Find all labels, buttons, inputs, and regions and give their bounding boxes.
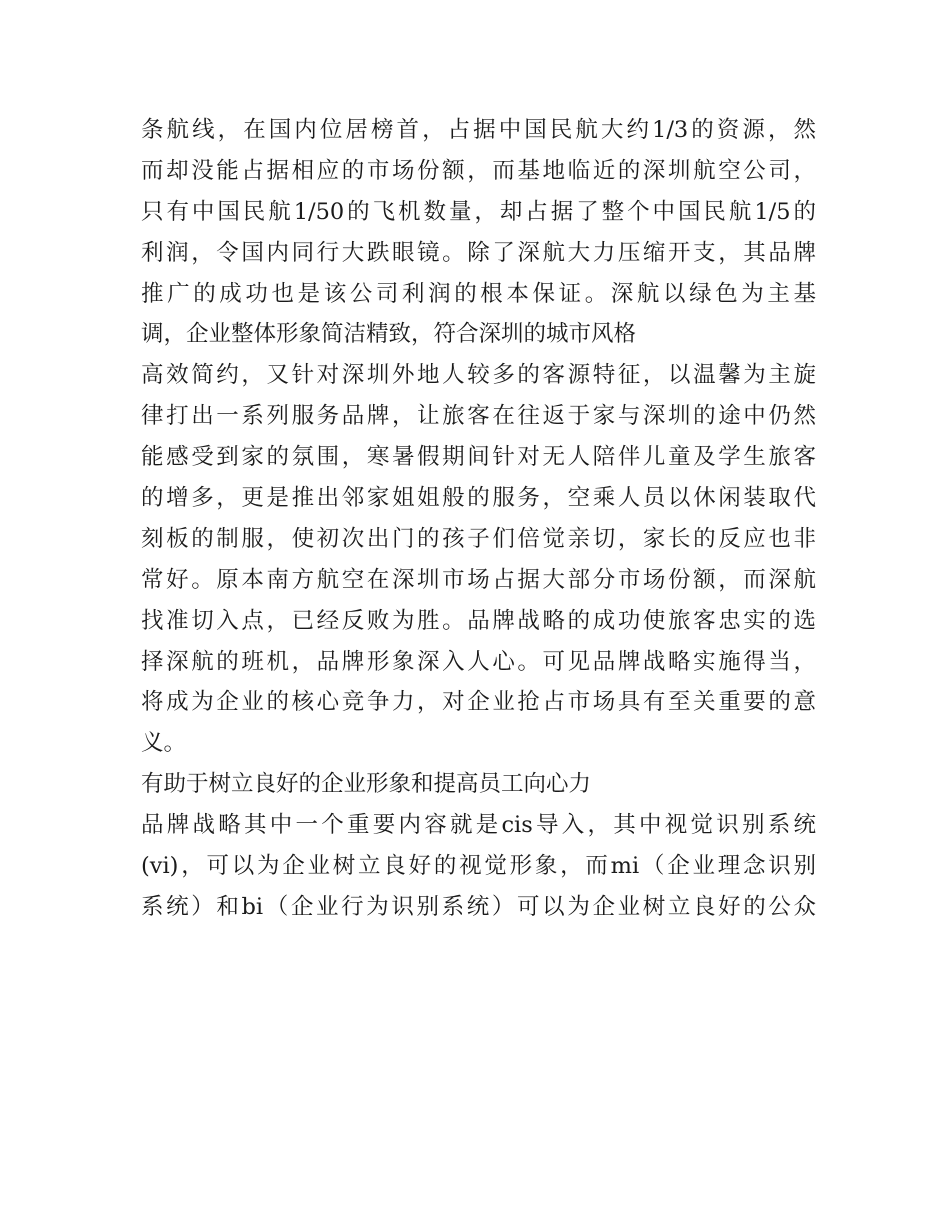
- text-line: 能感受到家的氛围，寒暑假期间针对无人陪伴儿童及学生旅客: [141, 444, 816, 471]
- text-line: 品牌战略其中一个重要内容就是cis导入，其中视觉识别系统: [141, 812, 816, 839]
- text-line: 只有中国民航1/50的飞机数量，却占据了整个中国民航1/5的: [141, 198, 816, 225]
- text-line: 刻板的制服，使初次出门的孩子们倍觉亲切，家长的反应也非: [141, 525, 816, 552]
- text-line: 的增多，更是推出邻家姐姐般的服务，空乘人员以休闲装取代: [141, 485, 816, 512]
- text-line: 而却没能占据相应的市场份额，而基地临近的深圳航空公司，: [141, 157, 816, 184]
- text-line: 调，企业整体形象简洁精致，符合深圳的城市风格: [141, 321, 637, 348]
- text-line: 律打出一系列服务品牌，让旅客在往返于家与深圳的途中仍然: [141, 403, 816, 430]
- section-heading: 有助于树立良好的企业形象和提高员工向心力: [141, 771, 592, 798]
- text-line: 常好。原本南方航空在深圳市场占据大部分市场份额，而深航: [141, 566, 816, 593]
- text-line: (vi)，可以为企业树立良好的视觉形象，而mi（企业理念识别: [141, 853, 816, 880]
- text-line: 系统）和bi（企业行为识别系统）可以为企业树立良好的公众: [141, 893, 816, 920]
- text-line: 利润，令国内同行大跌眼镜。除了深航大力压缩开支，其品牌: [141, 239, 816, 266]
- text-line: 择深航的班机，品牌形象深入人心。可见品牌战略实施得当，: [141, 648, 816, 675]
- text-line: 义。: [141, 730, 187, 757]
- text-line: 推广的成功也是该公司利润的根本保证。深航以绿色为主基: [141, 280, 816, 307]
- text-line: 找准切入点，已经反败为胜。品牌战略的成功使旅客忠实的选: [141, 607, 816, 634]
- text-line: 高效简约，又针对深圳外地人较多的客源特征，以温馨为主旋: [141, 362, 816, 389]
- text-line: 条航线，在国内位居榜首，占据中国民航大约1/3的资源，然: [141, 117, 816, 143]
- text-line: 将成为企业的核心竞争力，对企业抢占市场具有至关重要的意: [141, 689, 816, 716]
- body-text: [141, 110, 816, 928]
